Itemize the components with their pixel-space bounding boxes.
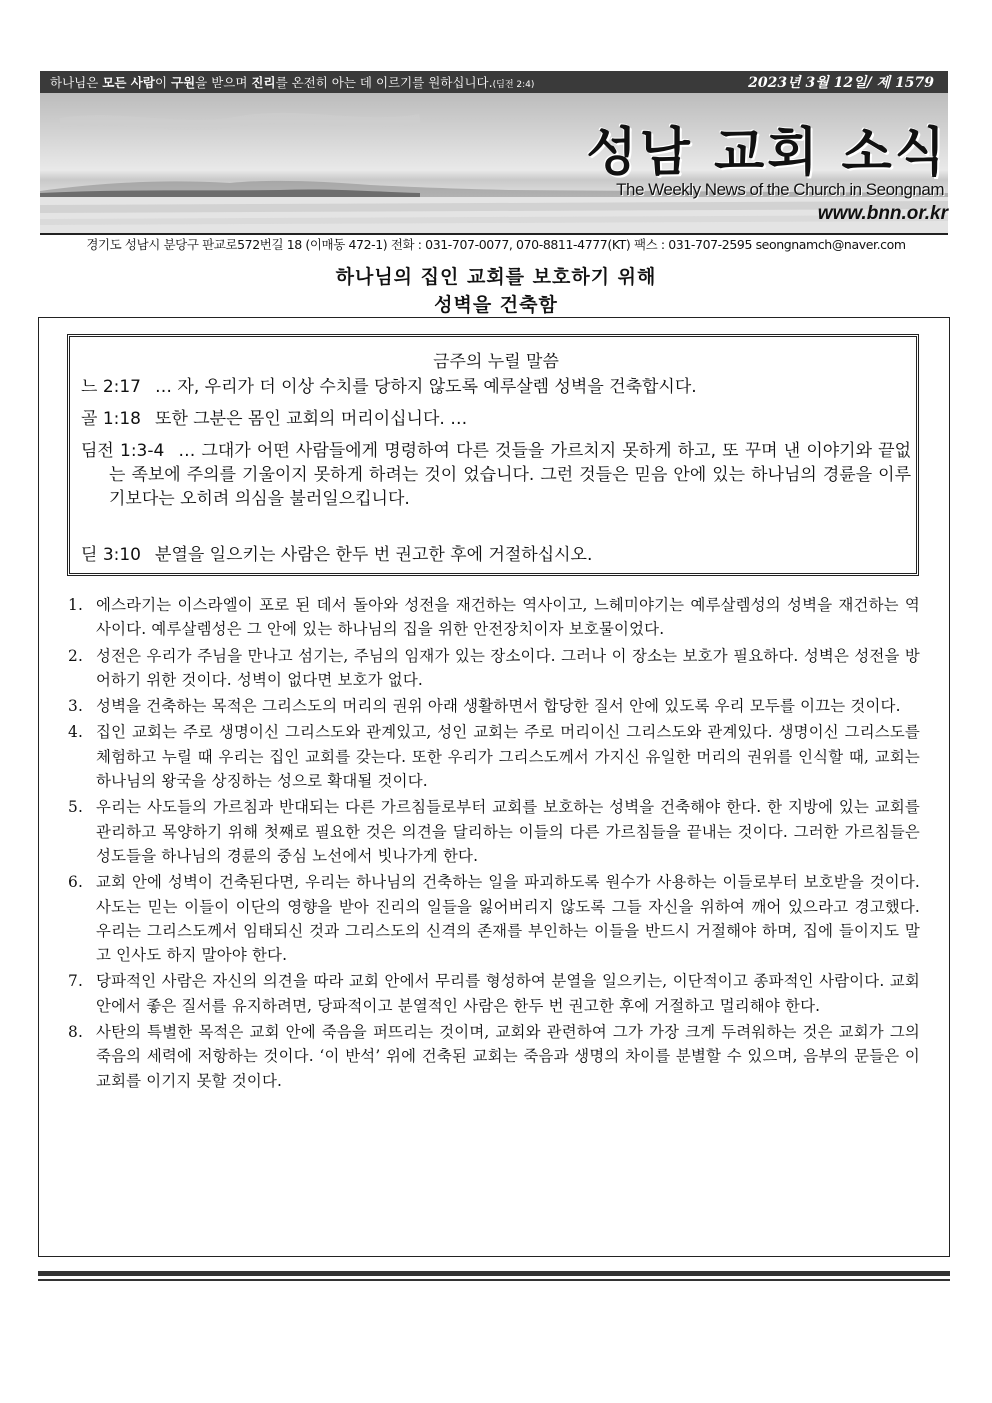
- outline-points: [68, 593, 920, 1095]
- verse-item: [81, 543, 911, 567]
- masthead-subtitle: The Weekly News of the Church in Seongnam: [616, 180, 944, 199]
- list-item: 7. 당파적인 사람은 자신의 의견을 따라 교회 안에서 무리를 형성하여 분열을 일으키는, 이단적이고 종파적인 사람이다. 교회 안에서 좋은 질서를 유지하려면, 당파적이고 분열적인 사람은 한두 번 권고한 후에 거절하고 멀리해야 한다.: [68, 972, 920, 1015]
- footer-rule: [38, 1271, 950, 1276]
- list-item: 1. 에스라기는 이스라엘이 포로 된 데서 돌아와 성전을 재건하는 역사이고, 느헤미야기는 예루살렘성의 성벽을 재건하는 역사이다. 예루살렘성은 그 안에 있는 하나님의 집을 위한 안전장치이자 보호물이었다.: [68, 596, 920, 639]
- website-link[interactable]: www.bnn.or.kr: [817, 203, 948, 224]
- header-motto-bar: [40, 71, 948, 93]
- footer-rule-thin: [38, 1279, 950, 1281]
- list-item: 3. 성벽을 건축하는 목적은 그리스도의 머리의 권위 아래 생활하면서 합당한 질서 안에 있도록 우리 모두를 이끄는 것이다.: [68, 697, 901, 716]
- article-title-line2: 성벽을 건축함: [434, 294, 558, 316]
- verse-item: [81, 439, 911, 511]
- verse-reference: 딛 3:10: [81, 545, 142, 565]
- issue-date: 2023년 3월 12일/ 제 1579: [748, 75, 934, 91]
- masthead-title: 성남 교회 소식: [586, 123, 948, 183]
- verse-text: 분열을 일으키는 사람은 한두 번 권고한 후에 거절하십시오.: [155, 545, 593, 565]
- verse-reference: 골 1:18: [81, 409, 142, 429]
- motto-reference: (딤전 2:4): [492, 80, 535, 90]
- article-title-line1: 하나님의 집인 교회를 보호하기 위해: [335, 266, 657, 288]
- verse-text: 또한 그분은 몸인 교회의 머리이십니다. …: [155, 409, 468, 429]
- verse-text: … 그대가 어떤 사람들에게 명령하여 다른 것들을 가르치지 못하게 하고, 또 꾸며 낸 이야기와 끝없는 족보에 주의를 기울이지 못하게 하려는 것이 었습니다. 그런 것들은 믿음 안에 있는 하나님의 경륜을 이루기보다는 오히려 의심을 불러일으킵니다.: [109, 441, 912, 509]
- list-item: 4. 집인 교회는 주로 생명이신 그리스도와 관계있고, 성인 교회는 주로 머리이신 그리스도와 관계있다. 생명이신 그리스도를 체험하고 누릴 때 우리는 집인 교회를 갖는다. 또한 우리가 그리스도께서 가지신 유일한 머리의 권위를 인식할 때, 교회는 하나님의 왕국을 상징하는 성으로 확대될 것이다.: [68, 723, 920, 791]
- verse-item: [81, 407, 911, 431]
- list-item: 6. 교회 안에 성벽이 건축된다면, 우리는 하나님의 건축하는 일을 파괴하도록 원수가 사용하는 이들로부터 보호받을 것이다. 사도는 믿는 이들이 이단의 영향을 받아 진리의 일들을 잃어버리지 않도록 그들 자신을 위하여 깨어 있으라고 경고했다. 우리는 그리스도께서 임태되신 것과 그리스도의 신격의 존재를 부인하는 이들을 반드시 거절해야 하며, 집에 들이지도 말고 인사도 하지 말아야 한다.: [68, 873, 920, 965]
- verse-text: … 자, 우리가 더 이상 수치를 당하지 않도록 예루살렘 성벽을 건축합시다.: [155, 377, 697, 397]
- verse-reference: 딤전 1:3-4: [81, 441, 165, 461]
- verse-item: [81, 375, 911, 399]
- list-item: 2. 성전은 우리가 주님을 만나고 섬기는, 주님의 임재가 있는 장소이다. 그러나 이 장소는 보호가 필요하다. 성벽은 성전을 방어하기 위한 것이다. 성벽이 없다면 보호가 없다.: [68, 646, 920, 689]
- list-item: 8. 사탄의 특별한 목적은 교회 안에 죽음을 퍼뜨리는 것이며, 교회와 관련하여 그가 가장 크게 두려워하는 것은 교회가 그의 죽음의 세력에 저항하는 것이다. ‘이 반석’ 위에 건축된 교회는 죽음과 생명의 차이를 분별할 수 있으며, 음부의 문들은 이 교회를 이기지 못할 것이다.: [68, 1023, 920, 1090]
- church-address: 경기도 성남시 분당구 판교로572번길 18 (이매동 472-1) 전화 : 031-707-0077, 070-8811-4777(KT) 팩스 : 031-707-2595 seongnamch@naver.com: [86, 237, 906, 252]
- header-motto: 하나님은 모든 사람이 구원을 받으며 진리를 온전히 아는 데 이르기를 원하십니다.(딤전 2:4): [50, 75, 535, 90]
- verse-reference: 느 2:17: [81, 377, 142, 397]
- list-item: 5. 우리는 사도들의 가르침과 반대되는 다른 가르침들로부터 교회를 보호하는 성벽을 건축해야 한다. 한 지방에 있는 교회를 관리하고 목양하기 위해 첫째로 필요한 것은 의견을 달리하는 이들의 다른 가르침들을 끝내는 것이다. 그러한 가르침들은 성도들을 하나님의 경륜의 중심 노선에서 빗나가게 한다.: [68, 798, 920, 865]
- verse-heading: 금주의 누릴 말씀: [433, 352, 559, 372]
